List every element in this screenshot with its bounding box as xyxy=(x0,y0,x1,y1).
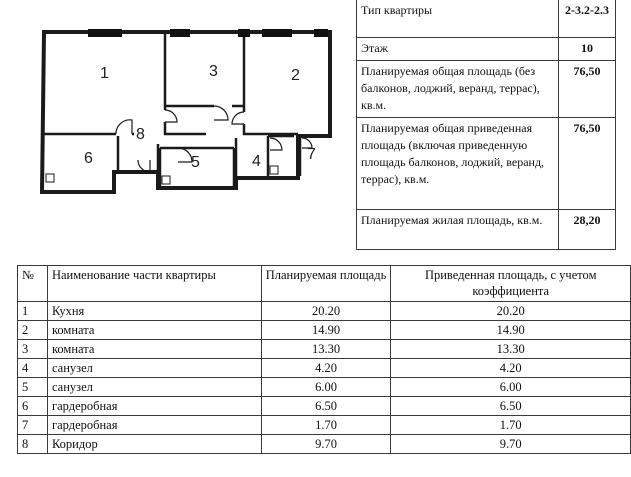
room-label: 4 xyxy=(252,153,261,170)
summary-value: 2-3.2-2.3 xyxy=(559,0,616,38)
room-num: 2 xyxy=(18,321,48,340)
fixture xyxy=(162,176,170,184)
room-area: 6.00 xyxy=(261,378,391,397)
door-arc xyxy=(116,120,132,134)
room-num: 1 xyxy=(18,302,48,321)
window xyxy=(314,29,328,37)
summary-row xyxy=(357,38,616,61)
room-num: 3 xyxy=(18,340,48,359)
room-name: санузел xyxy=(47,378,261,397)
outer-wall xyxy=(42,32,330,192)
apartment-summary-table xyxy=(356,0,616,250)
col-header-area: Планируемая площадь xyxy=(261,266,391,302)
summary-label: Тип квартиры xyxy=(357,0,559,38)
room-num: 5 xyxy=(18,378,48,397)
room-area: 20.20 xyxy=(261,302,391,321)
rooms-table xyxy=(17,265,631,454)
room-label: 7 xyxy=(307,146,316,163)
summary-label: Этаж xyxy=(357,38,559,61)
room-area: 14.90 xyxy=(261,321,391,340)
table-row xyxy=(18,359,631,378)
summary-value: 10 xyxy=(559,38,616,61)
col-header-name: Наименование части квартиры xyxy=(47,266,261,302)
interior-walls xyxy=(44,32,300,186)
fixture xyxy=(46,174,54,182)
door-arc xyxy=(178,148,192,162)
room-label: 8 xyxy=(136,126,145,143)
room-area: 9.70 xyxy=(261,435,391,454)
summary-value: 28,20 xyxy=(559,210,616,250)
room-label: 3 xyxy=(209,63,218,80)
door-arc xyxy=(165,110,177,122)
door-arc xyxy=(214,106,228,120)
room-reduced-area: 13.30 xyxy=(391,340,631,359)
summary-row xyxy=(357,61,616,118)
room-num: 6 xyxy=(18,397,48,416)
summary-label: Планируемая общая приведенная площадь (включая приведенную площадь балконов, лоджий, веранд, террас), кв.м. xyxy=(357,118,559,210)
room-num: 4 xyxy=(18,359,48,378)
room-reduced-area: 1.70 xyxy=(391,416,631,435)
room-area: 1.70 xyxy=(261,416,391,435)
room-num: 8 xyxy=(18,435,48,454)
room-name: гардеробная xyxy=(47,397,261,416)
door-arc xyxy=(270,138,282,150)
room-label: 2 xyxy=(291,67,300,84)
room-area: 6.50 xyxy=(261,397,391,416)
summary-value: 76,50 xyxy=(559,118,616,210)
room-num: 7 xyxy=(18,416,48,435)
room-name: Кухня xyxy=(47,302,261,321)
floor-plan xyxy=(38,26,338,196)
table-row xyxy=(18,416,631,435)
table-row xyxy=(18,435,631,454)
door-arc xyxy=(232,112,244,124)
col-header-reduced: Приведенная площадь, с учетом коэффициента xyxy=(391,266,631,302)
summary-label: Планируемая жилая площадь, кв.м. xyxy=(357,210,559,250)
room-reduced-area: 14.90 xyxy=(391,321,631,340)
room-label: 1 xyxy=(100,65,109,82)
summary-value: 76,50 xyxy=(559,61,616,118)
table-row xyxy=(18,397,631,416)
room-label: 5 xyxy=(191,154,200,171)
window xyxy=(262,29,292,37)
summary-label: Планируемая общая площадь (без балконов, лоджий, веранд, террас), кв.м. xyxy=(357,61,559,118)
room-reduced-area: 9.70 xyxy=(391,435,631,454)
summary-row xyxy=(357,118,616,210)
window xyxy=(88,29,122,37)
table-row xyxy=(18,340,631,359)
table-row xyxy=(18,378,631,397)
room-name: санузел xyxy=(47,359,261,378)
table-row xyxy=(18,321,631,340)
room-label: 6 xyxy=(84,150,93,167)
room-area: 4.20 xyxy=(261,359,391,378)
room-reduced-area: 4.20 xyxy=(391,359,631,378)
fixture xyxy=(270,166,278,174)
room-reduced-area: 20.20 xyxy=(391,302,631,321)
summary-row xyxy=(357,210,616,250)
room-name: гардеробная xyxy=(47,416,261,435)
window xyxy=(238,29,250,37)
col-header-num: № xyxy=(18,266,48,302)
window xyxy=(170,29,190,37)
room-name: комната xyxy=(47,321,261,340)
room-area: 13.30 xyxy=(261,340,391,359)
table-row xyxy=(18,302,631,321)
summary-row xyxy=(357,0,616,38)
room-name: Коридор xyxy=(47,435,261,454)
room-reduced-area: 6.00 xyxy=(391,378,631,397)
room-name: комната xyxy=(47,340,261,359)
room-reduced-area: 6.50 xyxy=(391,397,631,416)
table-header-row xyxy=(18,266,631,302)
